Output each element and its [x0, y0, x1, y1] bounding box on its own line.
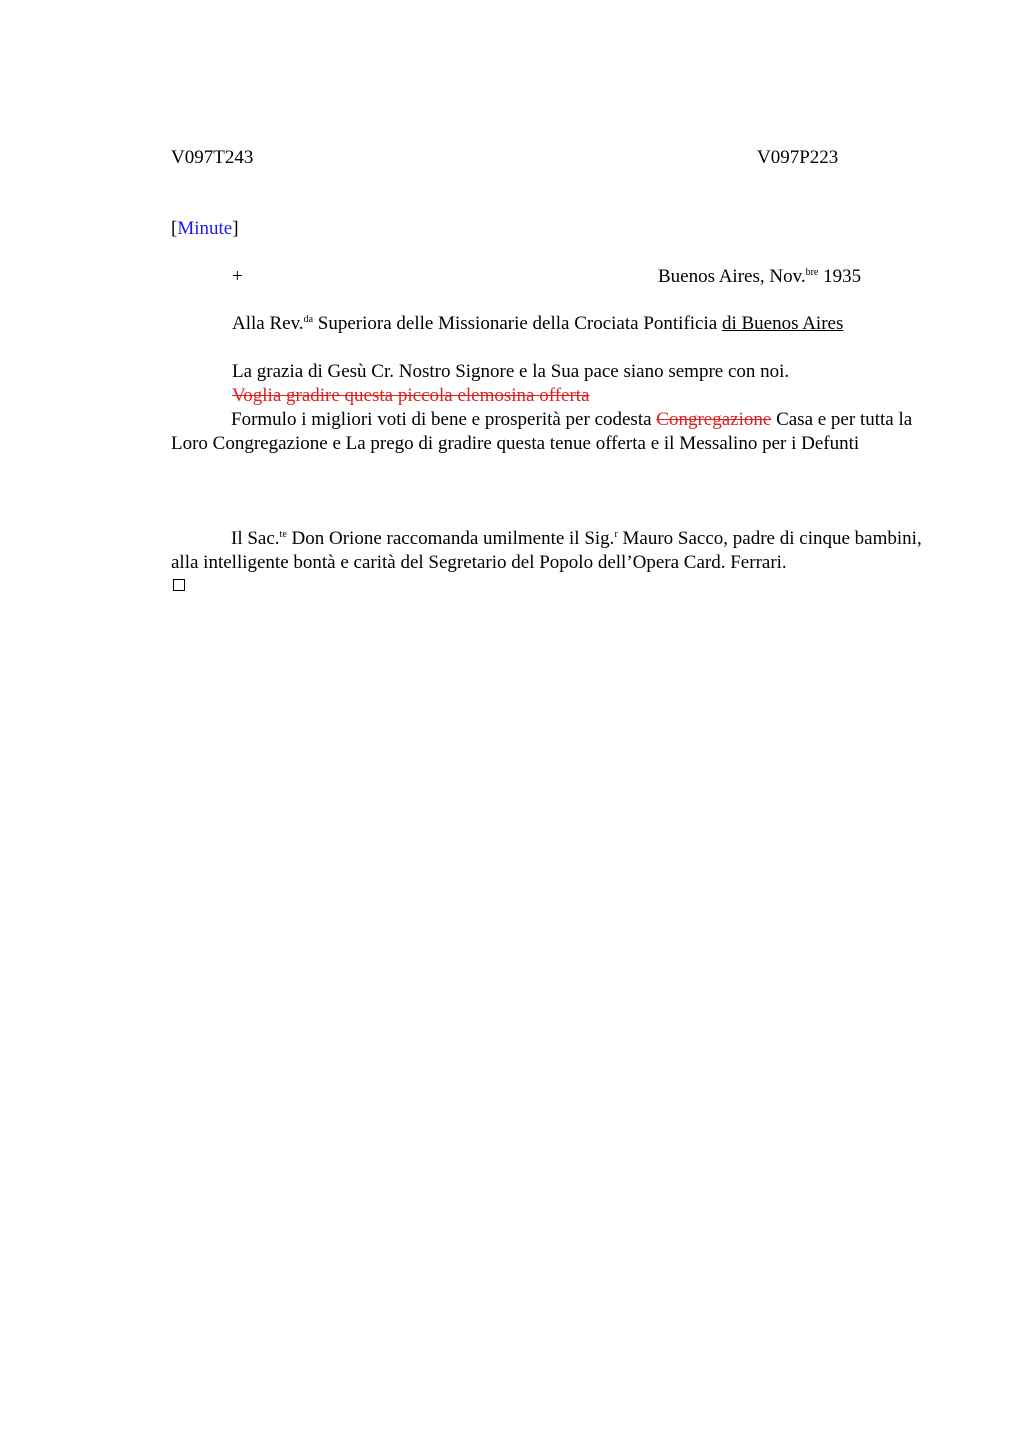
address-prefix: Alla Rev.: [232, 313, 304, 334]
paragraph-recommendation: [171, 527, 931, 575]
address-middle: Superiora delle Missionarie della Crociata Pontificia: [313, 313, 722, 334]
right-code: V097P223: [757, 147, 839, 168]
paragraph-wishes: [171, 408, 921, 456]
dateline-sup: bre: [805, 267, 819, 278]
left-code: V097T243: [171, 147, 254, 168]
para2-part-a: Il Sac.: [231, 528, 280, 549]
deleted-line: Voglia gradire questa piccola elemosina offerta: [232, 385, 590, 406]
para2-part-c: Mauro Sacco, padre di cinque bambini, alla intelligente bontà e carità del Segretario del Popolo dell’Opera Card. Ferrari.: [171, 528, 922, 573]
para1-start: Formulo i migliori voti di bene e prosperità per codesta: [231, 409, 657, 430]
cross-symbol: +: [232, 266, 243, 287]
end-square-icon: [173, 579, 185, 591]
dateline-place: Buenos Aires, Nov.: [658, 266, 806, 287]
greeting-line: La grazia di Gesù Cr. Nostro Signore e la Sua pace siano sempre con noi.: [232, 361, 790, 382]
para2-sup-te: te: [279, 529, 287, 540]
address-line: [232, 312, 843, 336]
minute-text: Minute: [177, 218, 233, 239]
para1-end: Casa e per tutta la Loro Congregazione e La prego di gradire questa tenue offerta e il Messalino per i Defunti: [171, 409, 913, 454]
dateline-year: 1935: [823, 266, 862, 287]
address-sup: da: [303, 314, 314, 325]
address-underlined: di Buenos Aires: [721, 313, 844, 334]
para2-part-b: Don Orione raccomanda umilmente il Sig.: [286, 528, 615, 549]
open-bracket: [: [171, 218, 178, 239]
para1-deleted-word: Congregazione: [656, 409, 772, 430]
dateline: [658, 265, 861, 289]
close-bracket: ]: [232, 218, 239, 239]
para2-sup-r: r: [614, 529, 618, 540]
minute-label: [171, 217, 239, 241]
